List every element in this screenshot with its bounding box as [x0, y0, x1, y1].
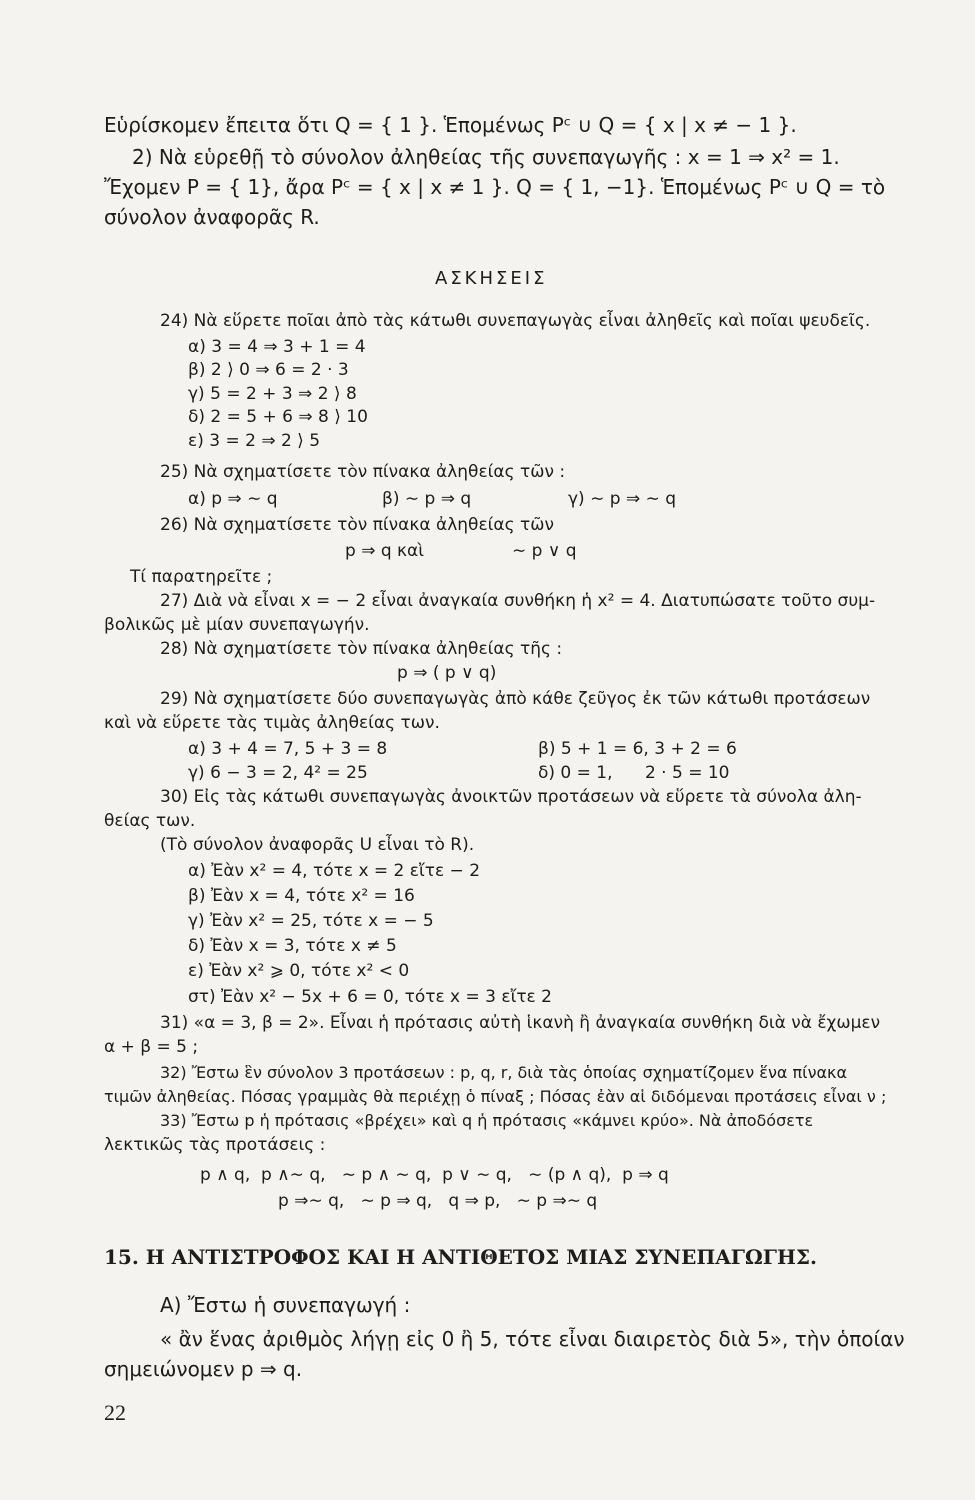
exercise-28-expression: p ⇒ ( p ∨ q) — [397, 663, 497, 683]
exercise-26-expression-2: ∼ p ∨ q — [512, 541, 577, 561]
intro-line-3: Ἔχομεν P = { 1}, ἄρα Pᶜ = { x | x ≠ 1 }. Q = { 1, −1}. Ἑπομένως Pᶜ ∪ Q = τὸ — [104, 175, 886, 199]
exercise-30-line-1: 30) Εἰς τὰς κάτωθι συνεπαγωγὰς ἀνοικτῶν προτάσεων νὰ εὕρετε τὰ σύνολα ἀλη- — [160, 787, 862, 807]
exercise-24-b: β) 2 ⟩ 0 ⇒ 6 = 2 · 3 — [188, 360, 349, 380]
exercise-24-c: γ) 5 = 2 + 3 ⇒ 2 ⟩ 8 — [188, 384, 357, 404]
exercise-30-c: γ) Ἐὰν x² = 25, τότε x = − 5 — [188, 911, 434, 931]
exercise-33-line-1: 33) Ἔστω p ἡ πρότασις «βρέχει» καὶ q ἡ πρότασις «κάμνει κρύο». Νὰ ἀποδόσετε — [160, 1111, 814, 1130]
exercise-27-line-1: 27) Διὰ νὰ εἶναι x = − 2 εἶναι ἀναγκαία συνθήκη ἡ x² = 4. Διατυπώσατε τοῦτο συμ- — [160, 591, 876, 611]
exercise-25-c: γ) ∼ p ⇒ ∼ q — [568, 489, 677, 509]
exercise-25-b: β) ∼ p ⇒ q — [382, 489, 472, 509]
exercise-24-d: δ) 2 = 5 + 6 ⇒ 8 ⟩ 10 — [188, 407, 368, 427]
exercise-33-line-2: λεκτικῶς τὰς προτάσεις : — [104, 1135, 326, 1155]
exercise-31-line-2: α + β = 5 ; — [104, 1037, 199, 1057]
exercise-24-a: α) 3 = 4 ⇒ 3 + 1 = 4 — [188, 337, 366, 357]
exercise-30-d: δ) Ἐὰν x = 3, τότε x ≠ 5 — [188, 936, 397, 956]
exercise-29-c: γ) 6 − 3 = 2, 4² = 25 — [188, 763, 368, 783]
exercise-29-b: β) 5 + 1 = 6, 3 + 2 = 6 — [538, 739, 737, 759]
intro-line-1: Εὑρίσκομεν ἔπειτα ὅτι Q = { 1 }. Ἑπομένως Pᶜ ∪ Q = { x | x ≠ − 1 }. — [104, 113, 797, 137]
exercise-33-expressions-2: p ⇒∼ q, ∼ p ⇒ q, q ⇒ p, ∼ p ⇒∼ q — [278, 1191, 598, 1211]
exercise-29-a: α) 3 + 4 = 7, 5 + 3 = 8 — [188, 739, 388, 759]
exercise-25-a: α) p ⇒ ∼ q — [188, 489, 278, 509]
exercise-27-line-2: βολικῶς μὲ μίαν συνεπαγωγήν. — [104, 615, 370, 635]
exercise-31-line-1: 31) «α = 3, β = 2». Εἶναι ἡ πρότασις αὐτὴ ἱκανὴ ἢ ἀναγκαία συνθήκη διὰ νὰ ἔχωμεν — [160, 1013, 881, 1033]
intro-line-4: σύνολον ἀναφορᾶς R. — [104, 205, 320, 229]
exercise-26-expression-1: p ⇒ q καὶ — [345, 541, 425, 561]
exercise-25-question: 25) Νὰ σχηματίσετε τὸν πίνακα ἀληθείας τῶν : — [160, 462, 566, 482]
exercises-title: ΑΣΚΗΣΕΙΣ — [435, 268, 548, 289]
section-15-a: Α) Ἔστω ἡ συνεπαγωγή : — [160, 1293, 411, 1317]
exercise-32-line-2: τιμῶν ἀληθείας. Πόσας γραμμὰς θὰ περιέχῃ ὁ πίναξ ; Πόσας ἐὰν αἱ διδόμεναι προτάσεις εἶναι ν ; — [104, 1087, 887, 1106]
exercise-29-line-2: καὶ νὰ εὕρετε τὰς τιμὰς ἀληθείας των. — [104, 713, 440, 733]
exercise-24-e: ε) 3 = 2 ⇒ 2 ⟩ 5 — [188, 431, 321, 451]
exercise-30-reference: (Τὸ σύνολον ἀναφορᾶς U εἶναι τὸ R). — [160, 835, 475, 855]
section-15-line-2: σημειώνομεν p ⇒ q. — [104, 1357, 303, 1381]
exercise-30-b: β) Ἐὰν x = 4, τότε x² = 16 — [188, 886, 415, 906]
exercise-30-line-2: θείας των. — [104, 811, 196, 831]
exercise-30-e: ε) Ἐὰν x² ⩾ 0, τότε x² < 0 — [188, 961, 410, 981]
exercise-29-d: δ) 0 = 1, 2 · 5 = 10 — [538, 763, 730, 783]
exercise-33-expressions-1: p ∧ q, p ∧∼ q, ∼ p ∧ ∼ q, p ∨ ∼ q, ∼ (p ∧ q), p ⇒ q — [200, 1165, 669, 1185]
exercise-30-a: α) Ἐὰν x² = 4, τότε x = 2 εἴτε − 2 — [188, 861, 481, 881]
exercise-32-line-1: 32) Ἔστω ἓν σύνολον 3 προτάσεων : p, q, r, διὰ τὰς ὁποίας σχηματίζομεν ἕνα πίνακα — [160, 1063, 848, 1082]
page-number: 22 — [104, 1400, 126, 1425]
exercise-26-question: 26) Νὰ σχηματίσετε τὸν πίνακα ἀληθείας τῶν — [160, 515, 554, 535]
exercise-30-f: στ) Ἐὰν x² − 5x + 6 = 0, τότε x = 3 εἴτε 2 — [188, 987, 552, 1007]
exercise-29-line-1: 29) Νὰ σχηματίσετε δύο συνεπαγωγὰς ἀπὸ κάθε ζεῦγος ἐκ τῶν κάτωθι προτάσεων — [160, 689, 871, 709]
exercise-26-note: Τί παρατηρεῖτε ; — [130, 567, 273, 587]
section-15-line-1: « ἂν ἕνας ἀριθμὸς λήγῃ εἰς 0 ἢ 5, τότε εἶναι διαιρετὸς διὰ 5», τὴν ὁποίαν — [160, 1327, 905, 1351]
exercise-24-question: 24) Νὰ εὕρετε ποῖαι ἀπὸ τὰς κάτωθι συνεπαγωγὰς εἶναι ἀληθεῖς καὶ ποῖαι ψευδεῖς. — [160, 311, 871, 331]
section-15-heading: 15. Η ΑΝΤΙΣΤΡΟΦΟΣ ΚΑΙ Η ΑΝΤΙΘΕΤΟΣ ΜΙΑΣ ΣΥΝΕΠΑΓΩΓΗΣ. — [104, 1245, 817, 1269]
exercise-28-question: 28) Νὰ σχηματίσετε τὸν πίνακα ἀληθείας τῆς : — [160, 639, 563, 659]
intro-line-2: 2) Νὰ εὑρεθῇ τὸ σύνολον ἀληθείας τῆς συνεπαγωγῆς : x = 1 ⇒ x² = 1. — [132, 145, 840, 169]
